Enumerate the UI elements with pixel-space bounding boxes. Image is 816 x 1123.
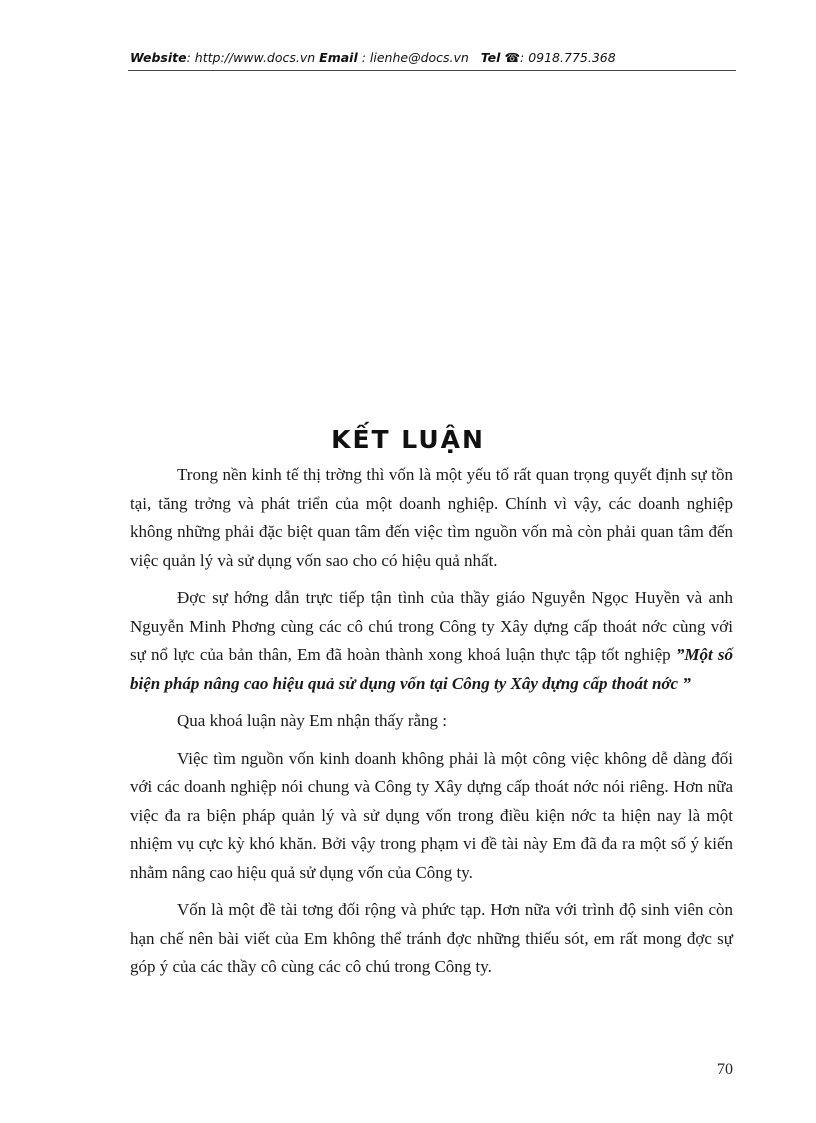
website-label: Website [130,50,187,65]
page-number: 70 [717,1061,733,1078]
paragraph-lead-in: Qua khoá luận này Em nhận thấy rằng : [177,711,448,730]
acknowledgement-text: Đợc sự hớng dẫn trực tiếp tận tình của thầy giáo Nguyễn Ngọc Huyền và anh Nguyễn Minh Phơng cùng các cô chú trong Công ty Xây dựng cấp thoát nớc cùng với sự nổ lực của bản thân, Em đã hoàn thành xong khoá luận thực tập tốt nghiệp [130,588,733,664]
tel-label: Tel [480,50,501,65]
paragraph-acknowledgement [130,584,733,698]
page-header [130,50,736,65]
website-url: : http://www.docs.vn [186,50,316,65]
body-text [130,461,733,991]
thesis-title: ”Một số biện pháp nâng cao hiệu quả sử dụng vốn tại Công ty Xây dựng cấp thoát nớc ” [130,645,733,693]
paragraph-intro: Trong nền kinh tế thị trờng thì vốn là một yếu tố rất quan trọng quyết định sự tồn tại, tăng trởng và phát triển của một doanh nghiệp. Chính vì vậy, các doanh nghiệp không những phải đặc biệt quan tâm đến việc tìm nguồn vốn mà còn phải quan tâm đến việc quản lý và sử dụng vốn sao cho có hiệu quả nhất. [130,465,733,570]
phone-number: : 0918.775.368 [520,50,616,65]
paragraph-observation: Việc tìm nguồn vốn kinh doanh không phải là một công việc không dễ dàng đối với các doanh nghiệp nói chung và Công ty Xây dựng cấp thoát nớc nói riêng. Hơn nữa việc đa ra biện pháp quản lý và sử dụng vốn trong điều kiện nớc ta hiện nay là một nhiệm vụ cực kỳ khó khăn. Bởi vậy trong phạm vi đề tài này Em đã đa ra một số ý kiến nhằm nâng cao hiệu quả sử dụng vốn của Công ty. [130,748,733,882]
phone-icon: ☎ [504,50,521,65]
email-label: Email [319,50,358,65]
paragraph-closing: Vốn là một đề tài tơng đối rộng và phức tạp. Hơn nữa với trình độ sinh viên còn hạn chế nên bài viết của Em không thể tránh đợc những thiếu sót, em rất mong đợc sự góp ý của các thầy cô cùng các cô chú trong Công ty. [130,900,733,976]
page-title: KẾT LUẬN [331,425,485,454]
email-address: : lienhe@docs.vn [357,50,469,65]
header-divider [128,70,736,71]
